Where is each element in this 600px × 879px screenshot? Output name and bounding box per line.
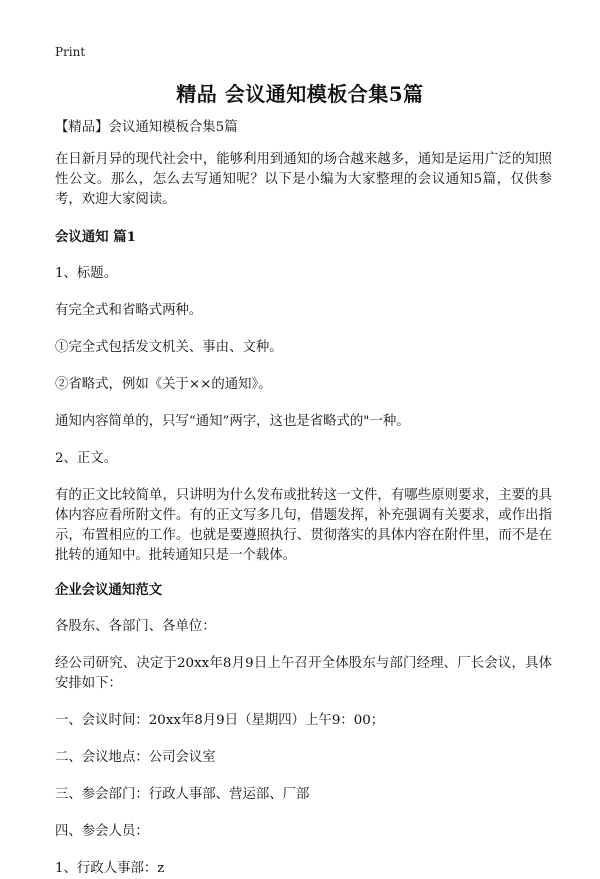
paragraph: 1、标题。	[55, 266, 118, 281]
intro-paragraph: 在日新月异的现代社会中，能够利用到通知的场合越来越多，通知是运用广泛的知照性公文。那么，怎么去写通知呢？以下是小编为大家整理的会议通知5篇，仅供参考，欢迎大家阅读。	[55, 152, 552, 207]
paragraph: ②省略式，例如《关于××的通知》。	[55, 377, 272, 392]
paragraph: 通知内容简单的，只写“通知”两字，这也是省略式的"一种。	[55, 414, 410, 429]
document-body	[55, 118, 552, 879]
paragraph: 经公司研究、决定于20xx年8月9日上午召开全体股东与部门经理、厂长会议，具体安排如下：	[55, 656, 552, 691]
paragraph: 有的正文比较简单，只讲明为什么发布或批转这一文件，有哪些原则要求，主要的具体内容应看所附文件。有的正文写多几句，借题发挥，补充强调有关要求，或作出指示，布置相应的工作。也就是要遵照执行、贯彻落实的具体内容在附件里，而不是在批转的通知中。批转通知只是一个载体。	[55, 488, 552, 563]
paragraph: 一、会议时间：20xx年8月9日（星期四）上午9：00；	[55, 713, 385, 728]
paragraph: 2、正文。	[55, 451, 118, 466]
document-subtitle: 【精品】会议通知模板合集5篇	[55, 120, 238, 135]
paragraph: ①完全式包括发文机关、事由、文种。	[55, 340, 283, 355]
paragraph: 各股东、各部门、各单位：	[55, 619, 216, 634]
print-label: Print	[55, 45, 86, 59]
document-title: 精品 会议通知模板合集5篇	[176, 82, 424, 106]
paragraph: 三、参会部门：行政人事部、营运部、厂部	[55, 787, 310, 802]
section-heading: 会议通知 篇1	[55, 229, 136, 245]
section-heading: 企业会议通知范文	[55, 582, 163, 598]
paragraph: 二、会议地点：公司会议室	[55, 750, 216, 765]
paragraph: 四、参会人员：	[55, 824, 149, 839]
paragraph: 1、行政人事部：z	[55, 861, 165, 876]
paragraph: 有完全式和省略式两种。	[55, 303, 203, 318]
